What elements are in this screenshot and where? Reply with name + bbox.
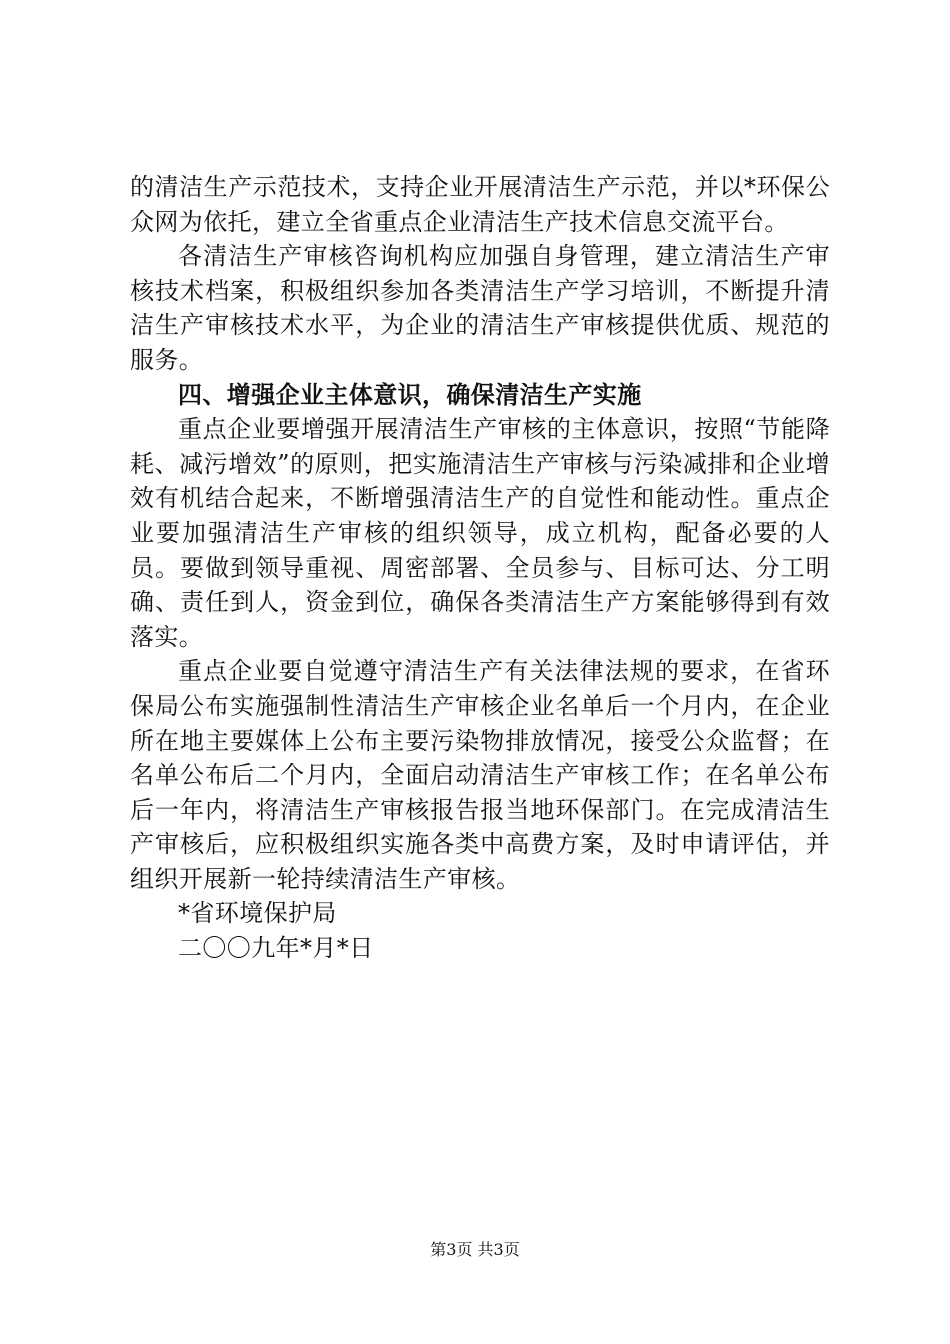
document-body (130, 170, 830, 966)
paragraph-consulting-agencies: 各清洁生产审核咨询机构应加强自身管理，建立清洁生产审核技术档案，积极组织参加各类清洁生产学习培训，不断提升清洁生产审核技术水平，为企业的清洁生产审核提供优质、规范的服务。 (130, 242, 830, 374)
page-number: 第3页 共3页 (430, 1240, 520, 1259)
page-footer (0, 1240, 950, 1260)
paragraph-enterprise-awareness: 重点企业要增强开展清洁生产审核的主体意识，按照“节能降耗、减污增效”的原则，把实施清洁生产审核与污染减排和企业增效有机结合起来，不断增强清洁生产的自觉性和能动性。重点企业要加强清洁生产审核的组织领导，成立机构，配备必要的人员。要做到领导重视、周密部署、全员参与、目标可达、分工明确、责任到人，资金到位，确保各类清洁生产方案能够得到有效落实。 (130, 415, 830, 651)
paragraph-continuation: 的清洁生产示范技术，支持企业开展清洁生产示范，并以*环保公众网为依托，建立全省重点企业清洁生产技术信息交流平台。 (130, 173, 830, 236)
signature-organization: *省环境保护局 (178, 899, 337, 928)
signature-date: 二〇〇九年*月*日 (178, 934, 374, 963)
paragraph-legal-requirements: 重点企业要自觉遵守清洁生产有关法律法规的要求，在省环保局公布实施强制性清洁生产审核企业名单后一个月内，在企业所在地主要媒体上公布主要污染物排放情况，接受公众监督；在名单公布后二个月内，全面启动清洁生产审核工作；在名单公布后一年内，将清洁生产审核报告报当地环保部门。在完成清洁生产审核后，应积极组织实施各类中高费方案，及时申请评估，并组织开展新一轮持续清洁生产审核。 (130, 657, 830, 893)
section-heading: 四、增强企业主体意识，确保清洁生产实施 (178, 379, 642, 409)
